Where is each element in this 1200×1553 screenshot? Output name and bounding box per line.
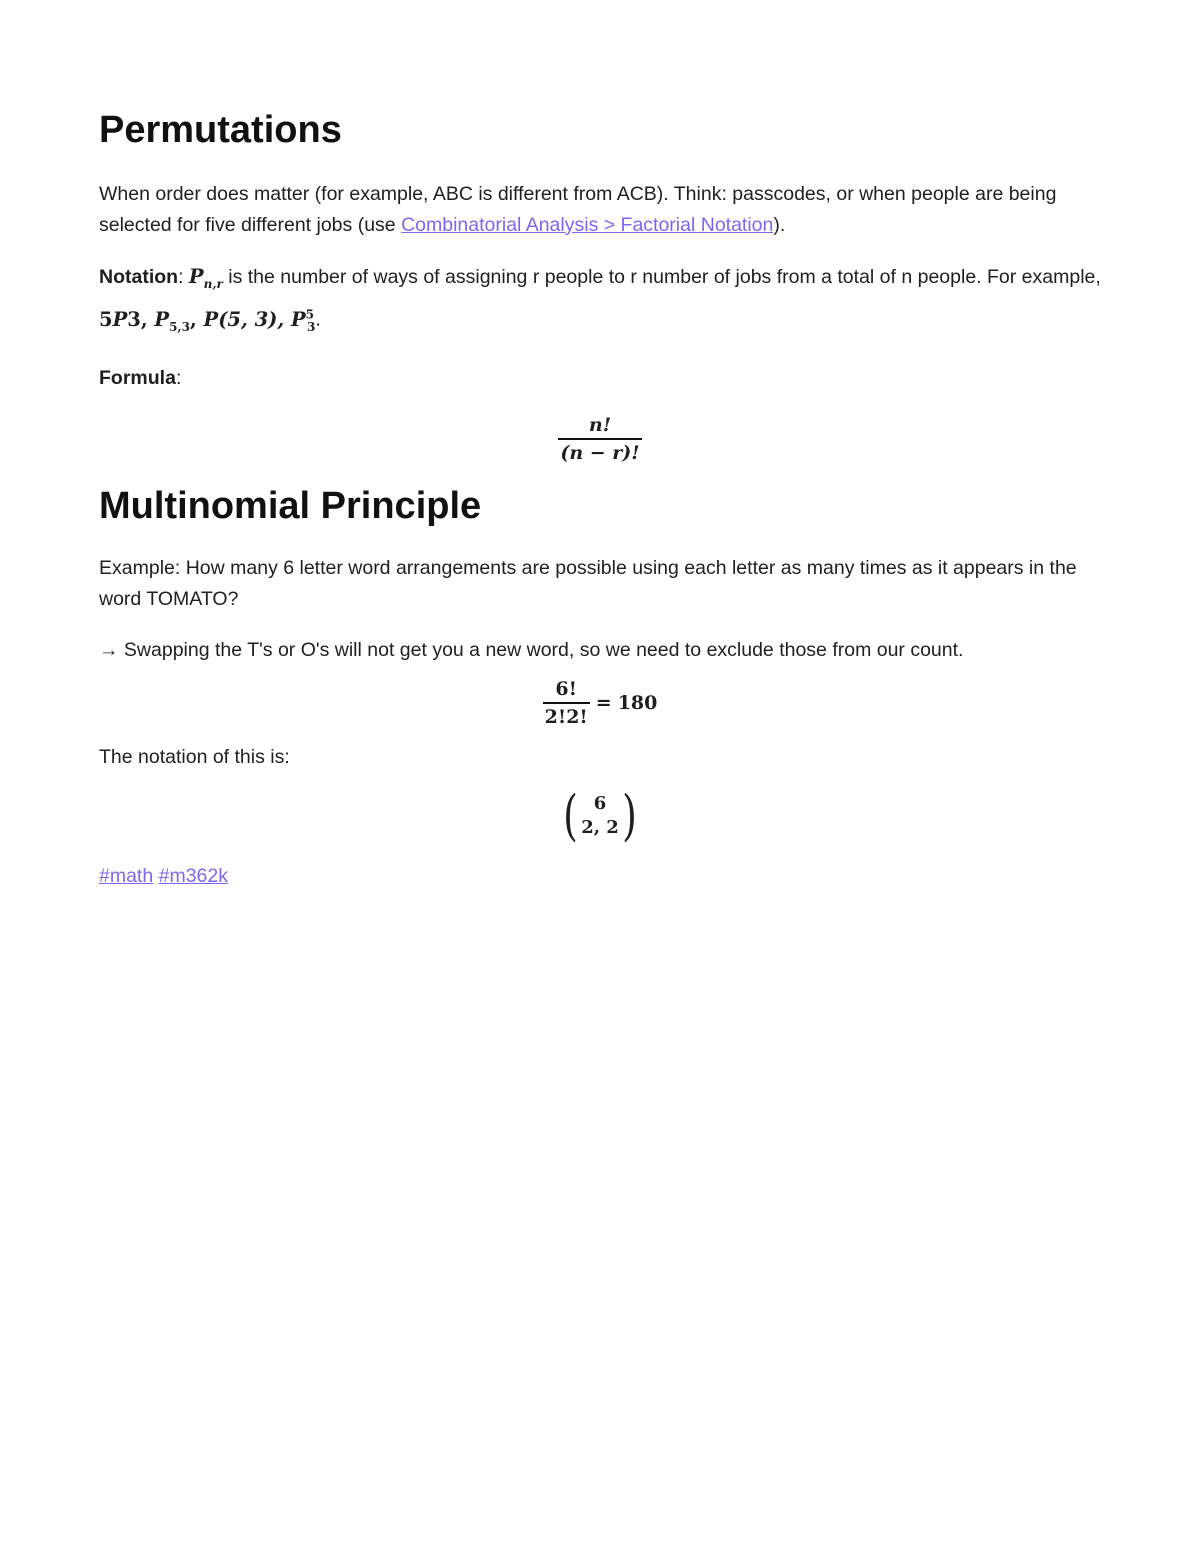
permutation-fraction — [558, 414, 641, 464]
example-4-p: P — [290, 307, 306, 331]
multinomial-equals: = — [595, 692, 612, 715]
example-1-post: 3, — [127, 307, 155, 331]
examples-end: . — [315, 308, 321, 331]
permutation-denominator: (n − r)! — [558, 438, 641, 464]
multinomial-denominator: 2!2! — [543, 702, 590, 728]
binomial-close-paren: ) — [621, 784, 637, 848]
example-3: P(5, 3), — [203, 307, 291, 331]
heading-multinomial: Multinomial Principle — [99, 484, 482, 527]
permutations-intro — [99, 179, 1101, 241]
formula-colon: : — [175, 366, 182, 389]
example-4-sub: 3 — [307, 319, 316, 334]
multinomial-example: Example: How many 6 letter word arrangements are possible using each letter as many times as it appears in the word TOMATO? — [99, 557, 1077, 611]
permutation-formula — [99, 414, 1101, 464]
formula-label: Formula — [99, 366, 176, 389]
heading-permutations: Permutations — [99, 109, 342, 151]
notation-colon: : — [178, 265, 184, 288]
notation-text: is the number of ways of assigning r people to r number of jobs from a total of n people. For example, — [222, 265, 1101, 288]
multinomial-formula — [99, 678, 1101, 728]
multinomial-binomial — [99, 784, 1101, 848]
tags-line — [99, 861, 1101, 892]
example-2-p: P — [154, 307, 170, 331]
permutation-numerator: n! — [588, 413, 612, 436]
example-1-pre: 5 — [99, 307, 113, 331]
intro-text: When order does matter (for example, ABC is different from ACB). Think: passcodes, or when people are being selected for five different jobs (use — [99, 182, 1057, 236]
example-2-sub: 5,3 — [169, 319, 190, 334]
multinomial-numerator: 6! — [555, 678, 577, 701]
multinomial-notation-text: The notation of this is: — [99, 746, 290, 769]
multinomial-arrow-note: → Swapping the T's or O's will not get you a new word, so we need to exclude those from our count. — [99, 639, 964, 662]
tag-math[interactable]: #math — [99, 865, 154, 888]
binomial-top: 6 — [593, 793, 607, 815]
binomial-bottom: 2, 2 — [581, 817, 619, 839]
tag-m362k[interactable]: #m362k — [158, 865, 228, 888]
multinomial-fraction — [543, 678, 590, 728]
notation-symbol — [188, 264, 223, 291]
example-4-sup: 5 — [305, 307, 314, 322]
notation-label: Notation — [99, 265, 179, 288]
notation-examples — [99, 307, 316, 334]
link-factorial-notation[interactable]: Combinatorial Analysis > Factorial Notation — [401, 213, 774, 236]
multinomial-result: 180 — [617, 692, 658, 715]
binomial-open-paren: ( — [563, 784, 579, 848]
formula-label-line — [99, 363, 1101, 394]
notation-symbol-sub: n,r — [203, 276, 223, 291]
binomial-coefficient — [560, 784, 640, 848]
binomial-inner — [581, 792, 619, 840]
notation-symbol-p: P — [188, 264, 204, 288]
permutations-notation — [99, 261, 1101, 343]
intro-end: ). — [773, 213, 786, 236]
example-2-post: , — [189, 307, 204, 331]
example-1-p: P — [112, 307, 128, 331]
